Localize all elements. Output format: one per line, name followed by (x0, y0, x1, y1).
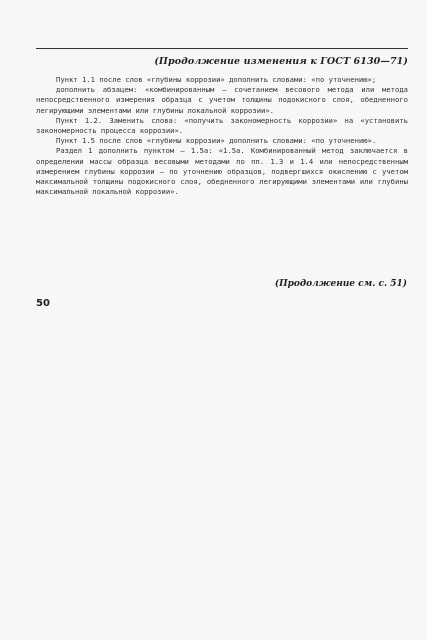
paragraph-point-1-1: Пункт 1.1 после слов «глубины коррозии» дополнить словами: «по уточнению»; (56, 75, 377, 84)
paragraph-point-1-2: Пункт 1.2. Заменить слова: «получить закономерность коррозии» на «установить закономерность процесса коррозии». (36, 115, 408, 136)
paragraph-section-1-point-1-5a: Раздел 1 дополнить пунктом — 1.5а: «1.5а. Комбинированный метод заключается в определении массы образца весовыми методами по пп. 1.3 и 1.4 или непосредственным измерением глубины коррозии — по уточнению образцов, подвергшихся окислению с учетом максимальной толщины подокисного слоя, обедненного легирующими элементами или глубины максимальной локальной коррозии». (36, 146, 408, 197)
header-continuation-note: (Продолжение изменения к ГОСТ 6130—71) (154, 56, 408, 67)
page-number: 50 (36, 298, 50, 309)
footer-continuation-note: (Продолжение см. с. 51) (274, 279, 407, 289)
paragraph-add-combined-definition: дополнить абзацем: «комбинированным — сочетанием весового метода или метода непосредственного измерения образца с учетом толщины подокисного слоя, обедненного легирующими элементами или глубины локальной коррозии». (36, 85, 408, 115)
document-body (36, 75, 408, 197)
page-header (36, 48, 408, 67)
header-rule (36, 48, 408, 49)
paragraph-point-1-5: Пункт 1.5 после слов «глубины коррозии» дополнить словами: «по уточнению». (56, 136, 377, 146)
